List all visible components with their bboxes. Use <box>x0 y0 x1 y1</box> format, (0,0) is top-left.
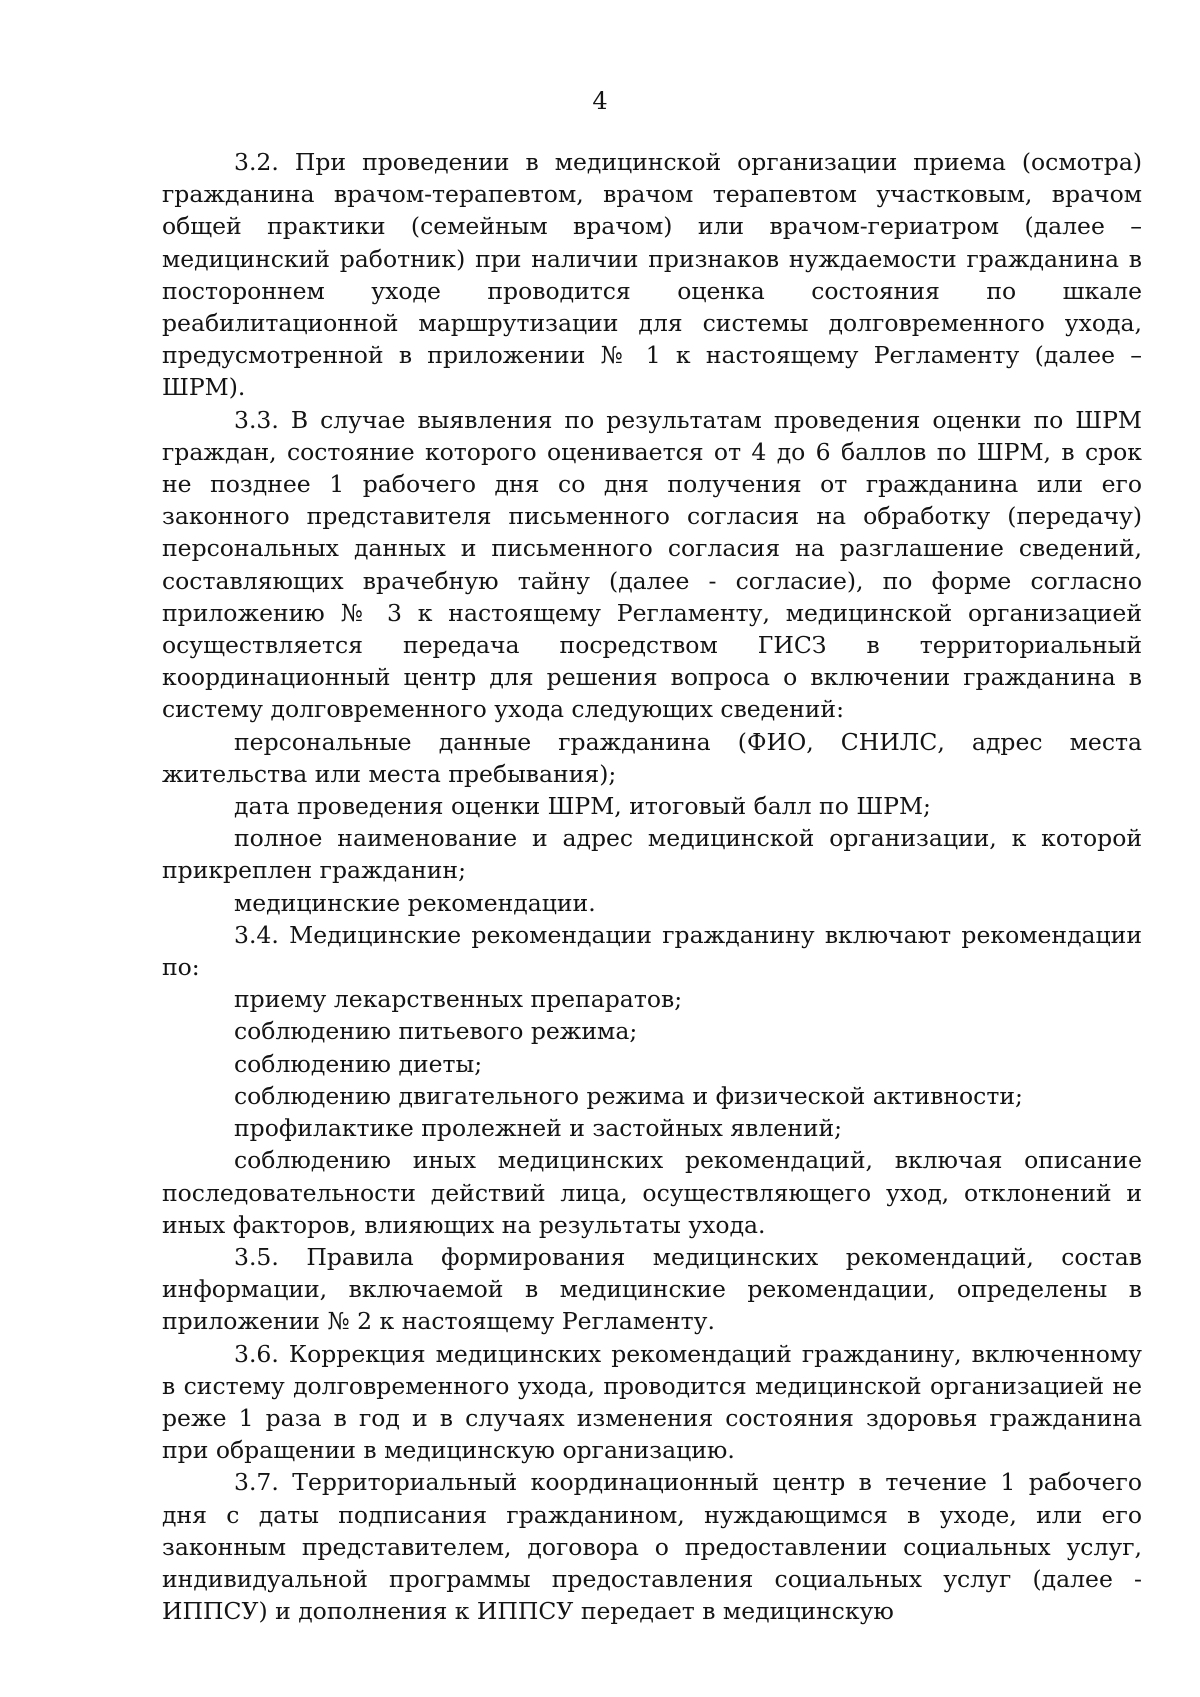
list-item-other-recommendations: соблюдению иных медицинских рекомендаций, включая описание последовательности действий лица, осуществляющего уход, отклонений и иных факторов, влияющих на результаты ухода. <box>162 1146 1142 1239</box>
list-item-drinking-regime: соблюдению питьевого режима; <box>234 1017 638 1046</box>
list-item-assessment-date: дата проведения оценки ШРМ, итоговый балл по ШРМ; <box>234 792 931 821</box>
document-body <box>162 146 1142 1627</box>
page-number: 4 <box>592 87 608 115</box>
paragraph-3-6: 3.6. Коррекция медицинских рекомендаций гражданину, включенному в систему долговременного ухода, проводится медицинской организацией не реже 1 раза в год и в случаях изменения состояния здоровья гражданина при обращении в медицинскую организацию. <box>162 1339 1142 1465</box>
paragraph-3-7: 3.7. Территориальный координационный центр в течение 1 рабочего дня с даты подписания гражданином, нуждающимся в уходе, или его законным представителем, договора о предоставлении социальных услуг, индивидуальной программы предоставления социальных услуг (далее - ИППСУ) и дополнения к ИППСУ передает в медицинскую <box>162 1468 1142 1626</box>
list-item-bedsore-prevention: профилактике пролежней и застойных явлений; <box>234 1114 843 1143</box>
paragraph-3-5: 3.5. Правила формирования медицинских рекомендаций, состав информации, включаемой в медицинские рекомендации, определены в приложении № 2 к настоящему Регламенту. <box>162 1242 1142 1336</box>
paragraph-3-4: 3.4. Медицинские рекомендации гражданину включают рекомендации по: <box>162 920 1142 982</box>
list-item-physical-activity: соблюдению двигательного режима и физической активности; <box>234 1081 1023 1110</box>
paragraph-3-3: 3.3. В случае выявления по результатам проведения оценки по ШРМ граждан, состояние которого оценивается от 4 до 6 баллов по ШРМ, в срок не позднее 1 рабочего дня со дня получения от гражданина или его законного представителя письменного согласия на обработку (передачу) персональных данных и письменного согласия на разглашение сведений, составляющих врачебную тайну (далее - согласие), по форме согласно приложению № 3 к настоящему Регламенту, медицинской организацией осуществляется передача посредством ГИСЗ в территориальный координационный центр для решения вопроса о включении гражданина в систему долговременного ухода следующих сведений: <box>162 405 1142 724</box>
list-item-personal-data: персональные данные гражданина (ФИО, СНИЛС, адрес места жительства или места пребывания); <box>162 727 1142 788</box>
paragraph-3-2: 3.2. При проведении в медицинской организации приема (осмотра) гражданина врачом-терапевтом, врачом терапевтом участковым, врачом общей практики (семейным врачом) или врачом-гериатром (далее – медицинский работник) при наличии признаков нуждаемости гражданина в постороннем уходе проводится оценка состояния по шкале реабилитационной маршрутизации для системы долговременного ухода, предусмотренной в приложении № 1 к настоящему Регламенту (далее – ШРМ). <box>162 148 1142 402</box>
list-item-medical-recommendations: медицинские рекомендации. <box>234 888 596 917</box>
list-item-medications: приему лекарственных препаратов; <box>234 985 683 1014</box>
list-item-diet: соблюдению диеты; <box>234 1049 483 1078</box>
list-item-organization-name: полное наименование и адрес медицинской организации, к которой прикреплен гражданин; <box>162 824 1142 885</box>
